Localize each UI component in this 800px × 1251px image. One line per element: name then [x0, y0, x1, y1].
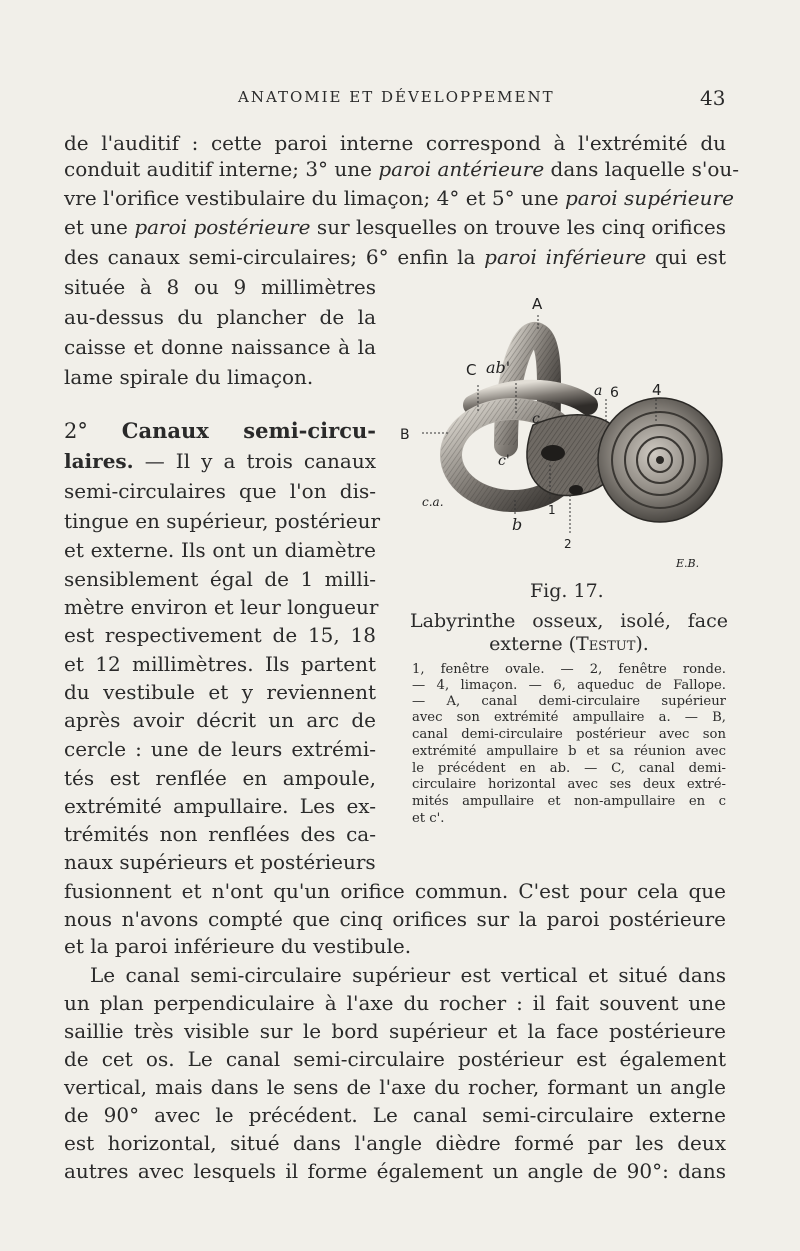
text-line: mètre environ et leur longueur: [64, 595, 379, 619]
figure-label-1: 1: [548, 503, 556, 517]
text-line: autres avec lesquels il forme également un angle de 90°: dans: [64, 1159, 726, 1183]
text-line: du vestibule et y reviennent: [64, 680, 376, 704]
text-line: trémités non renflées des ca-: [64, 822, 376, 846]
text-line: conduit auditif interne; 3° une paroi antérieure dans laquelle s'ou-: [64, 157, 740, 181]
figure-legend-line: canal demi-circulaire postérieur avec son: [412, 727, 726, 742]
labyrinth-illustration: [398, 295, 728, 585]
figure-label-B: B: [400, 427, 410, 443]
text-line: semi-circulaires que l'on dis-: [64, 479, 376, 503]
figure-label-A: A: [532, 295, 543, 313]
text-line: des canaux semi-circulaires; 6° enfin la paroi inférieure qui est: [64, 245, 726, 269]
italic-term: paroi inférieure: [484, 245, 647, 269]
text-line: au-dessus du plancher de la: [64, 305, 376, 329]
section-number: 2°: [64, 419, 88, 443]
text-line: lame spirale du limaçon.: [64, 365, 314, 389]
figure-label-b: b: [512, 515, 523, 534]
text-line: de l'auditif : cette paroi interne correspond à l'extrémité du: [64, 131, 726, 155]
text-line: fusionnent et n'ont qu'un orifice commun. C'est pour cela que: [64, 879, 726, 903]
figure-legend-line: extrémité ampullaire b et sa réunion avec: [412, 744, 726, 759]
text-line: laires. — Il y a trois canaux: [64, 449, 376, 473]
page-number: 43: [700, 86, 726, 110]
text-line: de 90° avec le précédent. Le canal semi-circulaire externe: [64, 1103, 726, 1127]
figure-label-a: a: [594, 383, 603, 399]
text-line: saillie très visible sur le bord supérieur et la face postérieure: [64, 1019, 726, 1043]
figure-legend-line: et c'.: [412, 811, 445, 826]
text-line: Le canal semi-circulaire supérieur est vertical et situé dans: [90, 963, 726, 987]
figure-label-4: 4: [652, 381, 662, 399]
text-line: est horizontal, situé dans l'angle dièdre formé par les deux: [64, 1131, 726, 1155]
text-line: de cet os. Le canal semi-circulaire postérieur est également: [64, 1047, 726, 1071]
figure-title: Fig. 17.: [530, 580, 604, 602]
figure-label-c: c: [532, 411, 540, 427]
figure-label-c-prime: c': [498, 453, 510, 469]
text-line: vertical, mais dans le sens de l'axe du rocher, formant un angle: [64, 1075, 726, 1099]
text-line: tés est renflée en ampoule,: [64, 766, 376, 790]
italic-term: paroi postérieure: [134, 215, 311, 239]
text-line: et une paroi postérieure sur lesquelles on trouve les cinq orifices: [64, 215, 727, 239]
text-line: et 12 millimètres. Ils partent: [64, 652, 376, 676]
running-title: ANATOMIE ET DÉVELOPPEMENT: [238, 88, 555, 106]
figure-label-ab: ab': [486, 358, 511, 377]
figure-author: Testut: [576, 633, 636, 655]
section-heading-end: laires.: [64, 449, 134, 473]
figure-caption: Labyrinthe osseux, isolé, face: [410, 610, 728, 632]
engraver-signature: E.B.: [676, 557, 700, 570]
figure-legend-line: — 4, limaçon. — 6, aqueduc de Fallope.: [412, 678, 726, 693]
text-line: vre l'orifice vestibulaire du limaçon; 4° et 5° une paroi supérieure: [64, 186, 734, 210]
section-heading: Canaux semi-circu-: [121, 418, 376, 443]
text-line: un plan perpendiculaire à l'axe du rocher : il fait souvent une: [64, 991, 726, 1015]
italic-term: paroi antérieure: [378, 157, 545, 181]
text-line: et la paroi inférieure du vestibule.: [64, 934, 412, 958]
text-line: sensiblement égal de 1 milli-: [64, 567, 376, 591]
figure-legend-line: avec son extrémité ampullaire a. — B,: [412, 710, 726, 725]
text-line: caisse et donne naissance à la: [64, 335, 376, 359]
text-line: extrémité ampullaire. Les ex-: [64, 794, 376, 818]
text-line: après avoir décrit un arc de: [64, 708, 376, 732]
text-line: tingue en supérieur, postérieur: [64, 509, 381, 533]
figure-legend-line: 1, fenêtre ovale. — 2, fenêtre ronde.: [412, 662, 726, 677]
figure-label-2: 2: [564, 537, 572, 551]
figure-label-C: C: [466, 361, 477, 379]
text-line: et externe. Ils ont un diamètre: [64, 538, 376, 562]
figure-legend-line: — A, canal demi-circulaire supérieur: [412, 694, 726, 709]
running-head: [0, 88, 800, 114]
figure-legend-line: circulaire horizontal avec ses deux extré-: [412, 777, 726, 792]
figure-label-ca: c.a.: [422, 495, 444, 509]
section-heading-line: [64, 418, 376, 444]
text-line: naux supérieurs et postérieurs: [64, 850, 376, 874]
figure-legend-line: mités ampullaire et non-ampullaire en c: [412, 794, 726, 809]
figure-label-6: 6: [610, 385, 619, 401]
figure-labyrinth: [398, 295, 728, 585]
text-line: nous n'avons compté que cinq orifices sur la paroi postérieure: [64, 907, 726, 931]
figure-caption-line-2: externe (Testut).: [489, 633, 649, 655]
text-line: située à 8 ou 9 millimètres: [64, 275, 376, 299]
text-line: est respectivement de 15, 18: [64, 623, 376, 647]
text-line: cercle : une de leurs extrémi-: [64, 737, 376, 761]
figure-legend-line: le précédent en ab. — C, canal demi-: [412, 761, 726, 776]
italic-term: paroi supérieure: [564, 186, 734, 210]
